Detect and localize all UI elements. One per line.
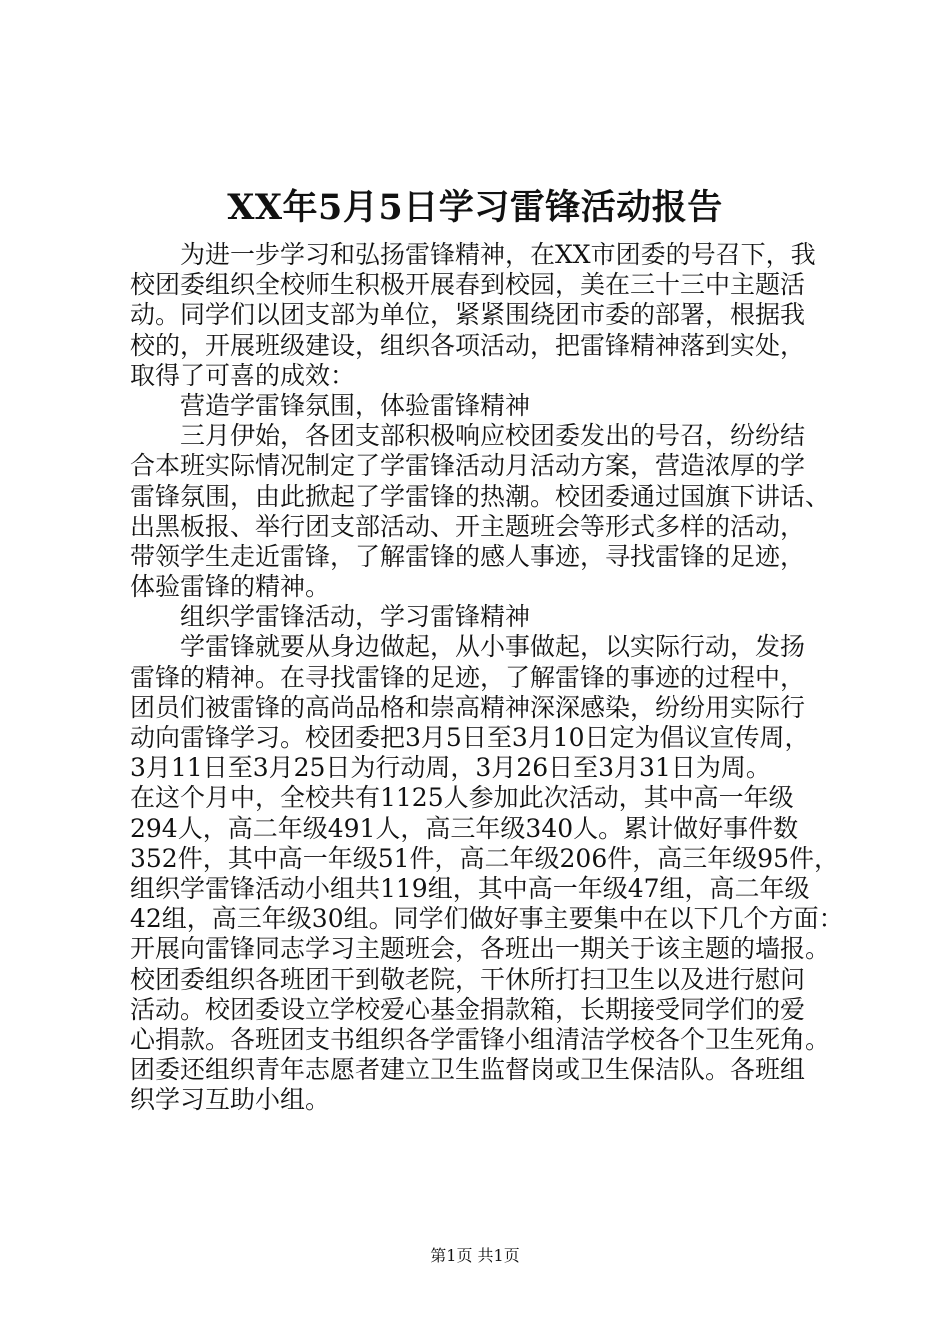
section-heading: 营造学雷锋氛围，体验雷锋精神 — [180, 390, 531, 420]
paragraph-line: 294人，高二年级491人，高三年级340人。累计做好事件数 — [130, 813, 799, 843]
paragraph-line: 团员们被雷锋的高尚品格和崇高精神深深感染，纷纷用实际行 — [130, 692, 806, 722]
paragraph-line: 雷锋氛围，由此掀起了学雷锋的热潮。校团委通过国旗下讲话、 — [130, 481, 831, 511]
paragraph-line: 学雷锋就要从身边做起，从小事做起，以实际行动，发扬 — [180, 632, 806, 662]
paragraph-line: 合本班实际情况制定了学雷锋活动月活动方案，营造浓厚的学 — [130, 451, 806, 481]
paragraph-line: 心捐款。各班团支书组织各学雷锋小组清洁学校各个卫生死角。 — [130, 1024, 831, 1054]
paragraph-line: 体验雷锋的精神。 — [130, 572, 331, 602]
page-number-footer: 第1页 共1页 — [430, 1246, 520, 1265]
paragraph-line: 42组，高三年级30组。同学们做好事主要集中在以下几个方面： — [130, 904, 844, 934]
paragraph-line: 带领学生走近雷锋，了解雷锋的感人事迹，寻找雷锋的足迹， — [130, 541, 806, 571]
paragraph-line: 352件，其中高一年级51件，高二年级206件，高三年级95件， — [130, 843, 840, 873]
paragraph-line: 校的，开展班级建设，组织各项活动，把雷锋精神落到实处， — [130, 330, 806, 360]
paragraph-line: 雷锋的精神。在寻找雷锋的足迹，了解雷锋的事迹的过程中， — [130, 662, 806, 692]
paragraph-line: 开展向雷锋同志学习主题班会，各班出一期关于该主题的墙报。 — [130, 934, 831, 964]
paragraph-line: 在这个月中，全校共有1125人参加此次活动，其中高一年级 — [130, 783, 794, 813]
paragraph-line: 3月11日至3月25日为行动周，3月26日至3月31日为周。 — [130, 753, 771, 783]
document-title: XX年5月5日学习雷锋活动报告 — [227, 187, 723, 228]
paragraph-line: 团委还组织青年志愿者建立卫生监督岗或卫生保洁队。各班组 — [130, 1055, 806, 1085]
paragraph-line: 为进一步学习和弘扬雷锋精神，在XX市团委的号召下，我 — [180, 240, 816, 269]
paragraph-line: 动向雷锋学习。校团委把3月5日至3月10日定为倡议宣传周， — [130, 723, 810, 752]
paragraph-line: 校团委组织各班团干到敬老院，干休所打扫卫生以及进行慰问 — [130, 964, 806, 994]
document-body — [130, 240, 860, 1115]
paragraph-line: 出黑板报、举行团支部活动、开主题班会等形式多样的活动， — [130, 511, 806, 541]
paragraph-line: 组织学雷锋活动小组共119组，其中高一年级47组，高二年级 — [130, 873, 810, 903]
paragraph-line: 校团委组织全校师生积极开展春到校园，美在三十三中主题活 — [130, 270, 806, 300]
section-heading: 组织学雷锋活动，学习雷锋精神 — [180, 602, 531, 632]
paragraph-line: 活动。校团委设立学校爱心基金捐款箱，长期接受同学们的爱 — [130, 994, 806, 1024]
paragraph-line: 动。同学们以团支部为单位，紧紧围绕团市委的部署，根据我 — [130, 300, 806, 330]
paragraph-line: 取得了可喜的成效： — [130, 360, 356, 390]
paragraph-line: 织学习互助小组。 — [130, 1085, 331, 1115]
paragraph-line: 三月伊始，各团支部积极响应校团委发出的号召，纷纷结 — [180, 421, 806, 451]
